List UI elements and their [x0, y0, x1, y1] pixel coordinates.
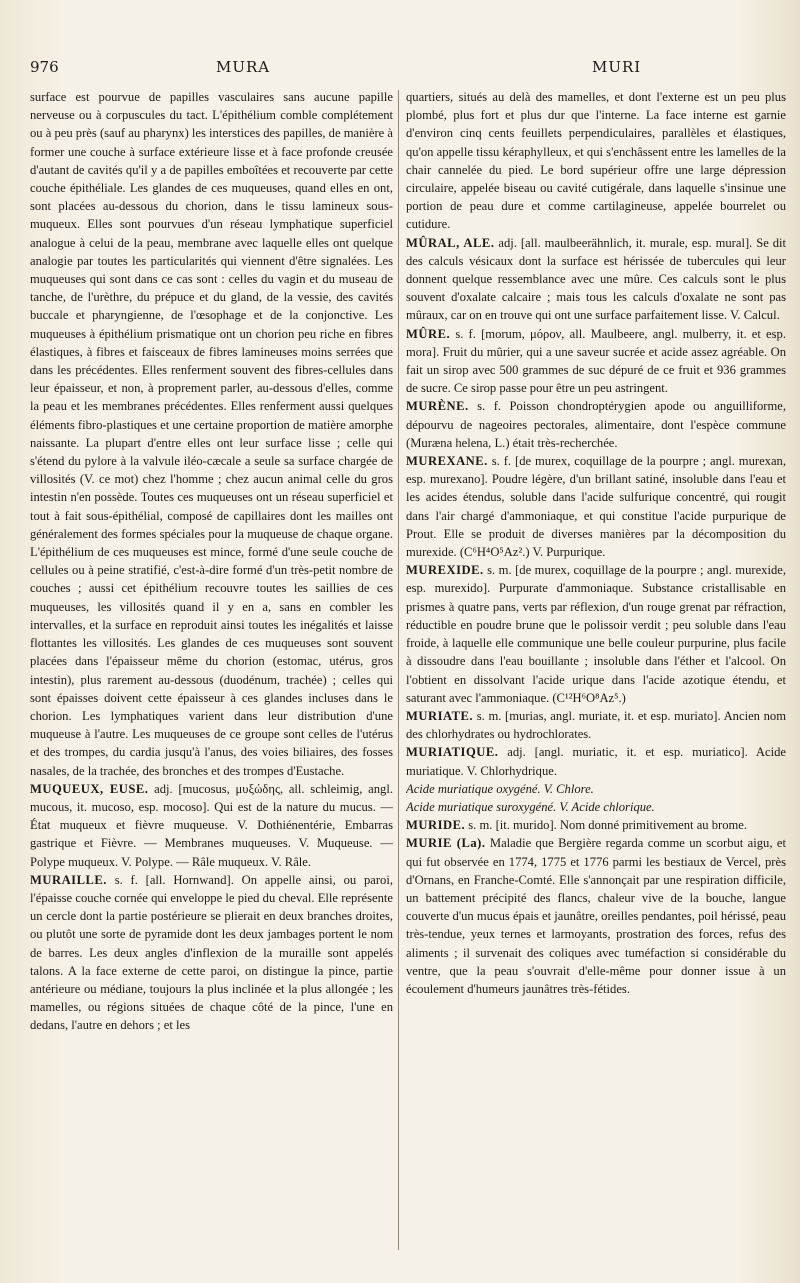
- entry-murie: [406, 834, 786, 998]
- muriatique-subentry: Acide muriatique oxygéné. V. Chlore.: [406, 781, 594, 796]
- left-guide-word: MURA: [216, 58, 271, 76]
- entry-mural: [406, 234, 786, 325]
- headword: MÛRAL, ALE.: [406, 235, 495, 250]
- entry-mure: [406, 325, 786, 398]
- entry-body: s. m. [de murex, coquillage de la pourpre ; angl. murexide, esp. murexido]. Purpurate d'ammoniaque. Substance cristallisable en prismes à quatre pans, verts par réflexion, d'un rouge grenat par réfraction, réductible en poudre brune que le polissoir verdit ; peu soluble dans l'eau froide, à laquelle elle communique une belle couleur purpurine, plus facile à dissoudre dans l'eau bouillante ; insoluble dans l'éther et l'alcool. On l'obtient en dissolvant l'acide urique dans l'acide azotique étendu, et saturant avec l'ammoniaque. (C¹²H⁶O⁸Az⁵.): [406, 563, 786, 705]
- entry-murexide: [406, 561, 786, 707]
- muqueuse-continuation: surface est pourvue de papilles vasculaires sans aucune papille nerveuse ou à corpuscules du tact. L'épithélium comble complétement ou à peu près (sauf au pharynx) les interstices des papilles, de manière à former une couche à surface extérieure lisse et à face profonde creusée d'autant de cavités qu'il y a de papilles emboîtées et recouverte par cette couche épithéliale. Les glandes de ces muqueuses, quand elles en ont, sont placées au-dessous du chorion, dans le tissu lamineux sous-muqueux. Elles sont pourvues d'un réseau lymphatique superficiel analogue à celui de la peau, membrane avec laquelle elles ont quelque analogie par toutes les particularités qui viennent d'être signalées. Les muqueuses qui sont dans ce cas sont : celles du vagin et du museau de tanche, de l'urèthre, du prépuce et du gland, de la vessie, des cavités buccale et pharyngienne, de l'œsophage et de la conjonctive. Les muqueuses à épithélium prismatique ont un chorion peu riche en fibres élastiques, à fibres et faisceaux de fibres lamineuses moins serrées que dans les précédentes. Elles renferment souvent des fibres-cellules dans leur épaisseur, et non, à proprement parler, au-dessous d'elles, comme la peau et les membranes précédentes. Elles renferment aussi quelques éléments fibro-plastiques et une certaine proportion de matière amorphe naissante. La plupart d'entre elles ont leur surface lisse ; celle qui s'étend du pylore à la valvule iléo-cæcale a seule sa surface chargée de villosités (V. ce mot) chez l'homme ; chez aucun animal celle du gros intestin n'en possède. Toutes ces muqueuses ont un réseau superficiel et tout à fait sous-épithélial, composé de capillaires dont les mailles ont généralement des formes spéciales pour la muqueuse de chaque organe. L'épithélium de ces muqueuses est mince, formé d'une seule couche de cellules ou à peine stratifié, c'est-à-dire formé d'un très-petit nombre de couches ; aussi cet épithélium recouvre toutes les saillies de ces muqueuses, les villosités quand il y en a, sans en combler les intervalles, et la surface en reproduit ainsi toutes les inégalités et laisse flottantes les villosités. Les glandes de ces muqueuses sont souvent placées dans l'épaisseur même du chorion (estomac, utérus, gros intestin), plus rarement au-dessous (duodénum, trachée) ; celles qui sont épaisses doivent cette épaisseur à ces glandes incluses dans le chorion. Les lymphatiques varient dans leur distribution d'une muqueuse à l'autre. Les muqueuses de ce groupe sont celles de l'utérus et des trompes, du cardia jusqu'à l'anus, des voies biliaires, des fosses nasales, de la trachée, des bronches et des trompes d'Eustache.: [30, 90, 393, 778]
- entry-body: Maladie que Bergière regarda comme un scorbut aigu, et qui fut observée en 1774, 1775 et 1776 parmi les bestiaux de Vercel, près d'Ornans, en Franche-Comté. Elle s'annonçait par une respiration difficile, un battement précipité des flancs, chaleur vive de la bouche, langue couverte d'un mucus épais et jaunâtre, oreilles pendantes, poil hérissé, peau très-tendue, yeux ternes et larmoyants, prostration des forces, refus des aliments ; il survenait des coliques avec tuméfaction si considérable du ventre, que la peau s'ouvrait d'elle-même pour donner issue à un écoulement d'humeurs jaunâtres très-fétides.: [406, 836, 786, 996]
- entry-muraille: [30, 871, 393, 1035]
- entry-body: adj. [all. maulbeerähnlich, it. murale, esp. mural]. Se dit des calculs vésicaux dont la surface est hérissée de tubercules qui leur donnent quelque ressemblance avec une mûre. Ces calculs sont le plus souvent d'oxalate calcaire ; mais tous les calculs d'oxalate ne sont pas mûraux, car on en trouve qui ont une surface parfaitement lisse. V. Calcul.: [406, 235, 786, 323]
- headword: MURIE (La).: [406, 836, 486, 851]
- entry-body: s. f. [all. Hornwand]. On appelle ainsi, ou paroi, l'épaisse couche cornée qui enveloppe le pied du cheval. Elle représente un cercle dont la partie postérieure se plierait en deux branches droites, ou plutôt une sorte de pyramide dont les deux jambages portent le nom de barres. Les deux angles d'inflexion de la muraille sont appelés talons. A la face externe de cette paroi, on distingue la pince, partie antérieure ou médiane, toujours la plus inclinée et la plus allongée ; les mamelles, ou régions situées de chaque côté de la pince, l'une en dedans, l'autre en dehors ; et les: [30, 872, 393, 1033]
- entry-body: s. f. Poisson chondroptérygien apode ou anguilliforme, dépourvu de nageoires pectorales, alimentaire, dont l'espèce commune (Muræna helena, L.) était très-recherchée.: [406, 399, 786, 450]
- headword: MURIATE.: [406, 708, 474, 723]
- entry-body: adj. [mucosus, μυξώδης, all. schleimig, angl. mucous, it. mucoso, esp. mocoso]. Qui est de la nature du mucus. — État muqueux et fièvre muqueuse. V. Dothiénentérie, Embarras gastrique et Fièvre. — Membranes muqueuses. V. Muqueuse. — Polype muqueux. V. Polype. — Râle muqueux. V. Râle.: [30, 781, 393, 869]
- entry-muqueux: [30, 780, 393, 871]
- entry-body: s. f. [morum, μόρον, all. Maulbeere, angl. mulberry, it. et esp. mora]. Fruit du mûrier, qui a une saveur sucrée et acide assez agréable. On fait un sirop avec 500 grammes de suc dépuré de ce fruit et 936 grammes de sucre. Ce sirop passe pour être un peu astringent.: [406, 326, 786, 396]
- page-number: 976: [30, 58, 59, 76]
- entry-body: s. m. [murias, angl. muriate, it. et esp. muriato]. Ancien nom des chlorhydrates ou hydrochlorates.: [406, 708, 786, 742]
- entry-murexane: [406, 452, 786, 561]
- right-guide-word: MURI: [592, 58, 642, 76]
- muraille-continuation: quartiers, situés au delà des mamelles, et dont l'externe est un peu plus plombé, plus fort et plus dur que l'interne. La face interne est garnie d'environ cinq cents feuillets perpendiculaires, parallèles et élastiques, qu'on appelle tissu kéraphylleux, et qui s'enchâssent entre les lamelles de la chair cannelée du pied. Le bord supérieur offre une large dépression circulaire, appelée biseau ou cavité cutigérale, dans laquelle s'insinue une portion de peau dure et comme cartilagineuse, appelée bourrelet ou cutidure.: [406, 90, 786, 232]
- headword: MURIDE.: [406, 818, 466, 833]
- entry-muriatique: [406, 743, 786, 779]
- muriatique-subentry: Acide muriatique suroxygéné. V. Acide chlorique.: [406, 799, 655, 814]
- entry-muride: [406, 816, 786, 834]
- headword: MUREXANE.: [406, 454, 488, 469]
- headword: MUQUEUX, EUSE.: [30, 781, 149, 796]
- right-column: [406, 88, 786, 1258]
- headword: MURAILLE.: [30, 872, 107, 887]
- entry-body: s. f. [de murex, coquillage de la pourpre ; angl. murexan, esp. murexano]. Poudre légère, d'un brillant satiné, insoluble dans l'eau et les acides étendus, soluble dans l'acide sulfurique concentré, qui rougit dans l'air chargé d'ammoniaque, et qui constitue l'acide purpurique de Prout. Elle se produit de diverses manières par la décomposition du murexide. (C⁶H⁴O⁵Az².) V. Purpurique.: [406, 454, 786, 560]
- column-divider: [398, 90, 399, 1250]
- entry-murene: [406, 397, 786, 452]
- entry-body: s. m. [it. murido]. Nom donné primitivement au brome.: [468, 818, 748, 833]
- entry-body: adj. [angl. muriatic, it. et esp. muriatico]. Acide muriatique. V. Chlorhydrique.: [406, 745, 786, 778]
- running-header: [30, 58, 780, 82]
- headword: MURIATIQUE.: [406, 745, 499, 760]
- left-column: [30, 88, 393, 1258]
- entry-muriate: [406, 707, 786, 743]
- headword: MUREXIDE.: [406, 563, 484, 578]
- headword: MURÈNE.: [406, 399, 469, 414]
- headword: MÛRE.: [406, 326, 451, 341]
